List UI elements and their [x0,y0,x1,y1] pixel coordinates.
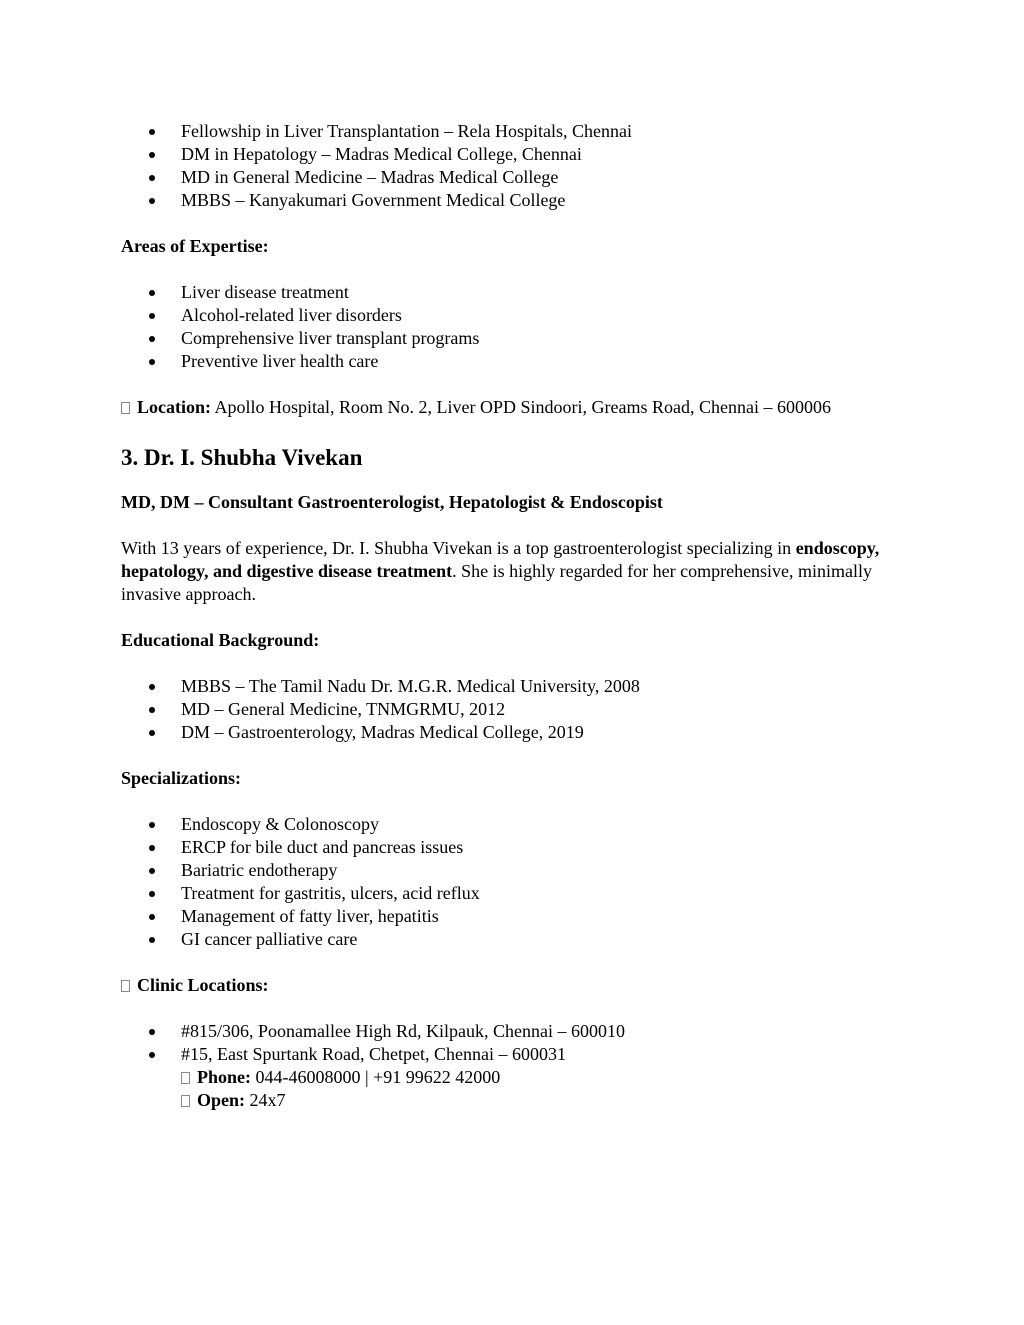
list-item: GI cancer palliative care [121,928,901,951]
list-item: Alcohol-related liver disorders [121,304,901,327]
phone-value: 044-46008000 | +91 99622 42000 [251,1067,501,1087]
phone-line [121,1066,901,1089]
clinics-heading-line [121,974,901,997]
list-item: Fellowship in Liver Transplantation – Rela Hospitals, Chennai [121,120,901,143]
clock-icon [181,1095,190,1107]
clinics-heading: Clinic Locations: [137,975,269,995]
education-heading: Educational Background: [121,630,320,650]
list-item: Bariatric endotherapy [121,859,901,882]
expertise-list [121,281,901,373]
phone-label: Phone: [197,1067,251,1087]
list-item: MBBS – Kanyakumari Government Medical College [121,189,901,212]
list-item: MD – General Medicine, TNMGRMU, 2012 [121,698,901,721]
list-item: MBBS – The Tamil Nadu Dr. M.G.R. Medical University, 2008 [121,675,901,698]
location-line [121,396,901,419]
education-list [121,675,901,744]
list-item: DM – Gastroenterology, Madras Medical College, 2019 [121,721,901,744]
list-item: Management of fatty liver, hepatitis [121,905,901,928]
hours-line [121,1089,901,1112]
expertise-heading: Areas of Expertise: [121,236,269,256]
specializations-heading: Specializations: [121,768,241,788]
list-item: ERCP for bile duct and pancreas issues [121,836,901,859]
intro-emphasis: endoscopy, hepatology, and digestive disease treatment [121,538,880,581]
hours-label: Open: [197,1090,246,1110]
hours-value: 24x7 [245,1090,286,1110]
list-item: Treatment for gastritis, ulcers, acid reflux [121,882,901,905]
location-label: Location: [137,397,211,417]
location-value: Apollo Hospital, Room No. 2, Liver OPD Sindoori, Greams Road, Chennai – 600006 [211,397,831,417]
doctor-subtitle: MD, DM – Consultant Gastroenterologist, Hepatologist & Endoscopist [121,492,663,512]
education-list-previous-doctor [121,120,901,212]
list-item: #815/306, Poonamallee High Rd, Kilpauk, Chennai – 600010 [121,1020,901,1043]
list-item: Comprehensive liver transplant programs [121,327,901,350]
phone-icon [181,1072,190,1084]
specializations-list [121,813,901,951]
doctor-intro: With 13 years of experience, Dr. I. Shubha Vivekan is a top gastroenterologist specializing in endoscopy, hepatology, and digestive disease treatment. She is highly regarded for her comprehensive, minimally invasive approach. [121,538,880,604]
list-item: Endoscopy & Colonoscopy [121,813,901,836]
location-pin-icon [121,402,130,414]
list-item: Liver disease treatment [121,281,901,304]
clinics-list [121,1020,901,1112]
list-item: Preventive liver health care [121,350,901,373]
doctor-title: 3. Dr. I. Shubha Vivekan [121,445,363,470]
list-item: MD in General Medicine – Madras Medical College [121,166,901,189]
document-page [121,120,901,1112]
list-item: DM in Hepatology – Madras Medical College, Chennai [121,143,901,166]
list-item: #15, East Spurtank Road, Chetpet, Chennai – 600031 [121,1043,901,1066]
clinic-icon [121,980,130,992]
